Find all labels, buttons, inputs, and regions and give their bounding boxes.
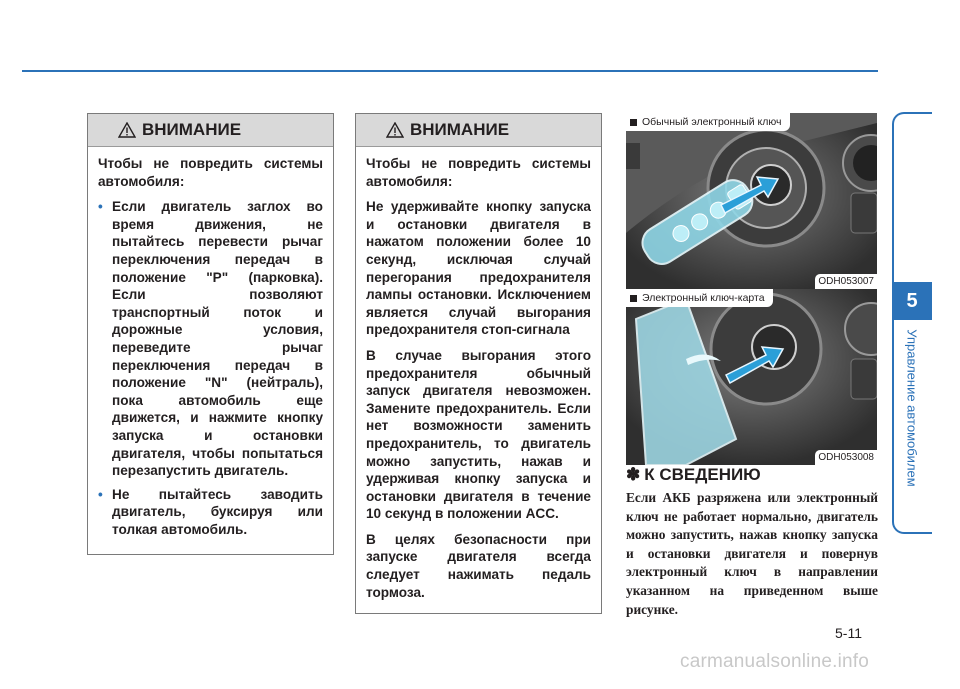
bullet-text: Если двигатель заглох во время движения, не пытайтесь перевести рычаг переключения передач в положение "P" (парковка). Если позволяют транспортный поток и дорожные условия, переведите рычаг переключения передач в положение "N" (нейтраль), пока автомобиль еще движется, и нажмите кнопку запуска и остановки двигателя, чтобы попытаться перезапустить двигатель. <box>112 199 323 479</box>
warning-box-left <box>87 113 334 555</box>
info-title <box>626 465 878 485</box>
warning-paragraph: Чтобы не повредить системы автомобиля: <box>366 156 591 189</box>
warning-paragraph: В целях безопасности при запуске двигателя всегда следует нажимать педаль тормоза. <box>366 531 591 600</box>
warning-title: ВНИМАНИЕ <box>410 120 510 139</box>
figure-caption-text: Обычный электронный ключ <box>642 116 782 128</box>
chapter-title-text: Управление автомобилем <box>904 329 920 487</box>
info-marker-icon: ✽ <box>626 465 641 484</box>
warning-triangle-icon <box>386 122 404 138</box>
warning-paragraph: Не удерживайте кнопку запуска и остановки двигателя в нажатом положении более 10 секунд, исключая случай перегорания предохранителя лампы остановки. Исключением является случай выгорания предохранителя стоп-сигнала <box>366 199 591 338</box>
bullet-dot-icon: • <box>98 486 103 502</box>
warning-bullet <box>98 198 323 480</box>
warning-header <box>356 114 601 147</box>
chapter-number: 5 <box>892 282 932 320</box>
page-number: 5-11 <box>835 625 862 641</box>
info-text: Если АКБ разряжена или электронный ключ не работает нормально, двигатель можно запустить, нажав кнопку запуска и остановки двигателя и повернув электронный ключ в направлении указанном на приведенном выше рисунке. <box>626 490 878 617</box>
bullet-text: Не пытайтесь заводить двигатель, буксируя или толкая автомобиль. <box>112 486 323 537</box>
figure-smart-key <box>626 113 877 289</box>
info-title-text: К СВЕДЕНИЮ <box>644 465 761 484</box>
smart-key-photo <box>626 113 877 289</box>
square-bullet-icon <box>630 295 637 302</box>
card-key-photo <box>626 289 877 465</box>
bullet-dot-icon: • <box>98 199 103 215</box>
figure-card-key <box>626 289 877 465</box>
warning-intro: Чтобы не повредить системы автомобиля: <box>98 156 323 189</box>
figure-caption-text: Электронный ключ-карта <box>642 292 765 304</box>
watermark: carmanualsonline.info <box>680 651 870 672</box>
warning-title: ВНИМАНИЕ <box>142 120 242 139</box>
warning-bullet <box>98 486 323 539</box>
figure-caption <box>626 289 773 307</box>
figure-code: ODH053008 <box>815 450 877 465</box>
top-rule <box>22 70 878 72</box>
square-bullet-icon <box>630 119 637 126</box>
warning-paragraph: В случае выгорания этого предохранителя обычный запуск двигателя невозможен. Замените предохранитель. Если нет возможности заменить предохранитель, то двигатель можно запустить, нажав и удерживая кнопку запуска и остановки двигателя в течение 10 секунд в положении ACC. <box>366 347 591 522</box>
warning-triangle-icon <box>118 122 136 138</box>
figure-code: ODH053007 <box>815 274 877 289</box>
warning-header <box>88 114 333 147</box>
figure-caption <box>626 113 790 131</box>
warning-box-middle <box>355 113 602 614</box>
